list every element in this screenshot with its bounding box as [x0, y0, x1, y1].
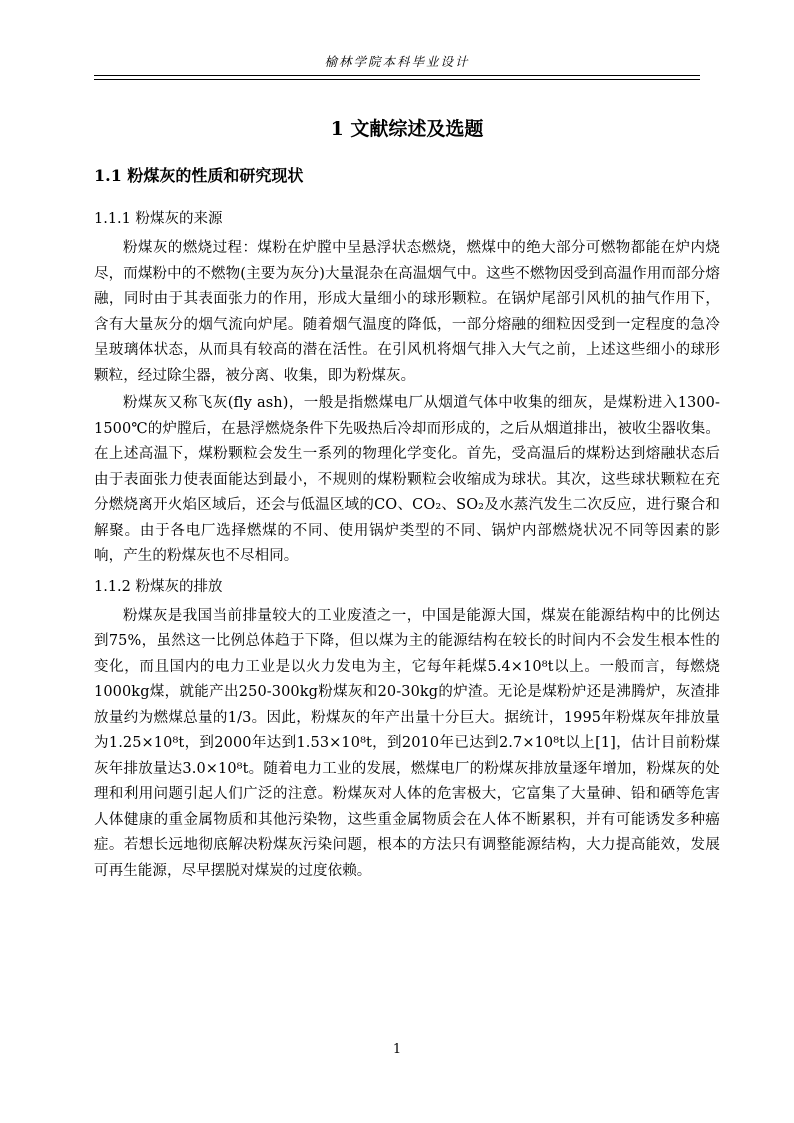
subsection-heading-1-1-2: 1.1.2 粉煤灰的排放 — [94, 578, 223, 595]
page-body — [94, 112, 720, 886]
running-header: 榆林学院本科毕业设计 — [324, 54, 470, 69]
paragraph-emission-1: 粉煤灰是我国当前排量较大的工业废渣之一，中国是能源大国，煤炭在能源结构中的比例达到75%，虽然这一比例总体趋于下降，但以煤为主的能源结构在较长的时间内不会发生根本性的变化，而且国内的电力工业是以火力发电为主，它每年耗煤5.4×10⁸t以上。一般而言，每燃烧1000kg煤，就能产出250-300kg粉煤灰和20-30kg的炉渣。无论是煤粉炉还是沸腾炉，灰渣排放量约为燃煤总量的1/3。因此，粉煤灰的年产出量十分巨大。据统计，1995年粉煤灰年排放量为1.25×10⁸t，到2000年达到1.53×10⁸t，到2010年已达到2.7×10⁸t以上[1]，估计目前粉煤灰年排放量达3.0×10⁸t。随着电力工业的发展，燃煤电厂的粉煤灰排放量逐年增加，粉煤灰的处理和利用问题引起人们广泛的注意。粉煤灰对人体的危害极大，它富集了大量砷、铅和硒等危害人体健康的重金属物质和其他污染物，这些重金属物质会在人体不断累积，并有可能诱发多种癌症。若想长远地彻底解决粉煤灰污染问题，根本的方法只有调整能源结构，大力提高能效，发展可再生能源，尽早摆脱对煤炭的过度依赖。 — [94, 607, 720, 879]
paragraph-source-1: 粉煤灰的燃烧过程：煤粉在炉膛中呈悬浮状态燃烧，燃煤中的绝大部分可燃物都能在炉内烧尽，而煤粉中的不燃物(主要为灰分)大量混杂在高温烟气中。这些不燃物因受到高温作用而部分熔融，同时由于其表面张力的作用，形成大量细小的球形颗粒。在锅炉尾部引风机的抽气作用下，含有大量灰分的烟气流向炉尾。随着烟气温度的降低，一部分熔融的细粒因受到一定程度的急冷呈玻璃体状态，从而具有较高的潜在活性。在引风机将烟气排入大气之前，上述这些细小的球形颗粒，经过除尘器，被分离、收集，即为粉煤灰。 — [94, 240, 720, 384]
chapter-title: 1 文献综述及选题 — [330, 118, 484, 140]
section-heading-1-1: 1.1 粉煤灰的性质和研究现状 — [94, 166, 304, 185]
subsection-heading-1-1-1: 1.1.1 粉煤灰的来源 — [94, 211, 223, 227]
page-number: 1 — [392, 1042, 402, 1057]
header-rule-thin — [94, 79, 700, 80]
paragraph-source-2: 粉煤灰又称飞灰(fly ash)，一般是指燃煤电厂从烟道气体中收集的细灰，是煤粉进入1300-1500℃的炉膛后，在悬浮燃烧条件下先吸热后冷却而形成的，之后从烟道排出，被收尘器收集。在上述高温下，煤粉颗粒会发生一系列的物理化学变化。首先，受高温后的煤粉达到熔融状态后由于表面张力使表面能达到最小，不规则的煤粉颗粒会收缩成为球状。其次，这些球状颗粒在充分燃烧离开火焰区域后，还会与低温区域的CO、CO₂、SO₂及水蒸汽发生二次反应，进行聚合和解聚。由于各电厂选择燃煤的不同、使用锅炉类型的不同、锅炉内部燃烧状况不同等因素的影响，产生的粉煤灰也不尽相同。 — [94, 395, 720, 564]
header-rule-thick — [94, 75, 700, 76]
